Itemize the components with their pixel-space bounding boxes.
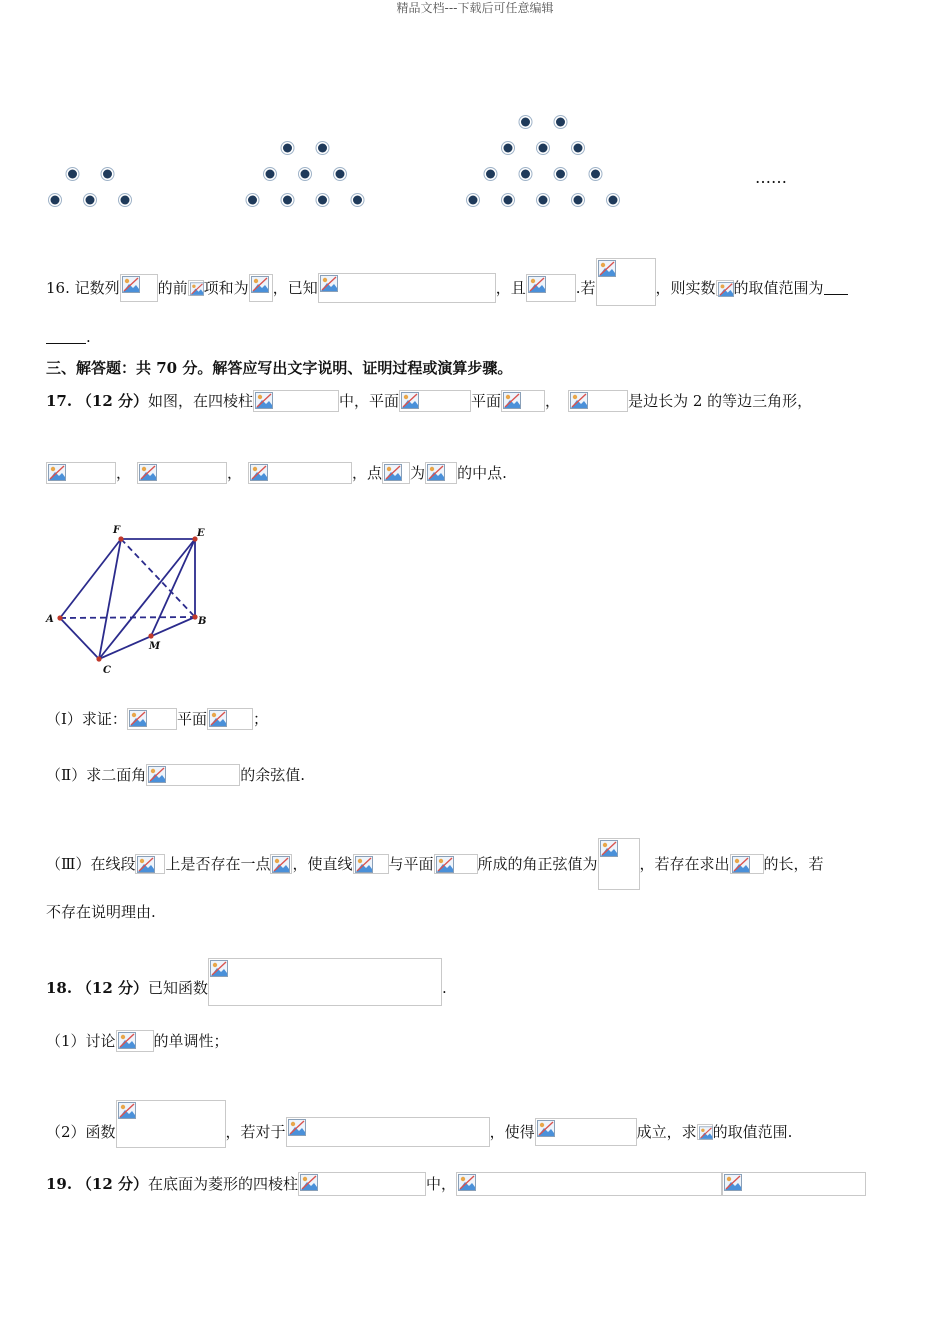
- broken-image-icon: [139, 464, 157, 481]
- formula-image: [135, 854, 165, 874]
- formula-image: [697, 1124, 713, 1140]
- formula-image: [208, 958, 442, 1006]
- answer-blank: [824, 282, 848, 295]
- label-A: A: [46, 614, 54, 625]
- formula-image: [248, 462, 352, 484]
- formula-image: [253, 390, 339, 412]
- edge-CE: [99, 539, 195, 659]
- formula-image: [596, 258, 656, 306]
- broken-image-icon: [129, 710, 147, 727]
- broken-image-icon: [458, 1174, 476, 1191]
- formula-image: [722, 1172, 866, 1196]
- edge-FB-hidden: [121, 539, 195, 617]
- pattern-dot: [121, 196, 130, 205]
- pattern-dot: [68, 170, 77, 179]
- pattern-dot: [318, 144, 327, 153]
- formula-image: [501, 390, 545, 412]
- question-17-part-3: （Ⅲ）在线段 上是否存在一点 ，使直线 与平面 所成的角正弦值为 ，若存在求出 的长，若: [46, 838, 824, 890]
- question-16: 16. 记数列 的前 项和为 ，已知 ，且 .若 ，则实数 的取值范围为: [46, 258, 848, 306]
- broken-image-icon: [300, 1174, 318, 1191]
- formula-image: [318, 273, 496, 303]
- broken-image-icon: [528, 276, 546, 293]
- broken-image-icon: [436, 856, 454, 873]
- vertex-F: [118, 536, 123, 541]
- pattern-dot: [539, 144, 548, 153]
- label-B: B: [198, 616, 207, 627]
- broken-image-icon: [209, 710, 227, 727]
- formula-image: [298, 1172, 426, 1196]
- broken-image-icon: [384, 464, 402, 481]
- formula-image: [353, 854, 389, 874]
- vertex-A: [57, 615, 62, 620]
- formula-image: [716, 280, 734, 296]
- formula-image: [598, 838, 640, 890]
- pattern-dot: [574, 196, 583, 205]
- broken-image-icon: [48, 464, 66, 481]
- prism-figure: [40, 522, 220, 682]
- formula-image: [116, 1100, 226, 1148]
- formula-image: [249, 274, 273, 302]
- pattern-dot: [301, 170, 310, 179]
- formula-image: [568, 390, 628, 412]
- label-C: C: [103, 665, 111, 676]
- broken-image-icon: [251, 276, 269, 293]
- label-M: M: [149, 641, 161, 652]
- question-19: 19. （12 分）在底面为菱形的四棱柱 中，: [46, 1172, 866, 1196]
- broken-image-icon: [598, 260, 616, 277]
- vertex-M: [148, 633, 153, 638]
- answer-blank: [46, 331, 86, 344]
- pattern-dot: [504, 144, 513, 153]
- pattern-dot: [609, 196, 618, 205]
- pattern-dot: [521, 118, 530, 127]
- pattern-dot: [86, 196, 95, 205]
- pattern-dot: [556, 170, 565, 179]
- formula-image: [137, 462, 227, 484]
- broken-image-icon: [718, 282, 734, 297]
- question-17-part-2: （Ⅱ）求二面角 的余弦值.: [46, 766, 305, 784]
- formula-image: [188, 280, 204, 296]
- pattern-dot: [283, 144, 292, 153]
- question-17: 17. （12 分）如图，在四棱柱 中，平面 平面 ， 是边长为 2 的等边三角形，: [46, 392, 813, 410]
- pattern-dot: [318, 196, 327, 205]
- question-18-part-1: （1）讨论 的单调性；: [46, 1032, 229, 1050]
- edge-AF: [60, 539, 121, 618]
- broken-image-icon: [570, 392, 588, 409]
- pattern-dot: [266, 170, 275, 179]
- broken-image-icon: [427, 464, 445, 481]
- question-16-continued: .: [46, 326, 91, 347]
- broken-image-icon: [118, 1102, 136, 1119]
- broken-image-icon: [600, 840, 618, 857]
- broken-image-icon: [699, 1126, 713, 1140]
- label-F: F: [113, 525, 121, 536]
- broken-image-icon: [148, 766, 166, 783]
- pattern-dot: [521, 170, 530, 179]
- broken-image-icon: [210, 960, 228, 977]
- broken-image-icon: [190, 282, 204, 296]
- edge-CF: [99, 539, 121, 659]
- pattern-dot: [248, 196, 257, 205]
- formula-image: [730, 854, 764, 874]
- broken-image-icon: [118, 1032, 136, 1049]
- pattern-dot: [469, 196, 478, 205]
- pattern-dot: [336, 170, 345, 179]
- pattern-dot: [353, 196, 362, 205]
- edge-AC: [60, 618, 99, 659]
- question-17-part-1: （Ⅰ）求证： 平面 ；: [46, 710, 268, 728]
- broken-image-icon: [503, 392, 521, 409]
- broken-image-icon: [288, 1119, 306, 1136]
- question-18-part-2: （2）函数 ，若对于 ，使得 成立，求 的取值范围.: [46, 1100, 792, 1148]
- pattern-dot: [591, 170, 600, 179]
- formula-image: [207, 708, 253, 730]
- pattern-dot: [574, 144, 583, 153]
- broken-image-icon: [401, 392, 419, 409]
- page-header: 精品文档---下载后可任意编辑: [396, 1, 554, 15]
- pattern-ellipsis: ……: [755, 168, 787, 187]
- vertex-B: [192, 614, 197, 619]
- broken-image-icon: [250, 464, 268, 481]
- broken-image-icon: [137, 856, 155, 873]
- pattern-dot: [504, 196, 513, 205]
- formula-image: [456, 1172, 722, 1196]
- edge-CB: [99, 617, 195, 659]
- edge-AB-hidden: [60, 617, 195, 618]
- dot-pattern-figure: [40, 105, 800, 215]
- question-18: 18. （12 分）已知函数 .: [46, 958, 447, 1006]
- formula-image: [116, 1030, 154, 1052]
- broken-image-icon: [272, 856, 290, 873]
- formula-image: [434, 854, 478, 874]
- edge-ME: [151, 539, 195, 636]
- broken-image-icon: [724, 1174, 742, 1191]
- formula-image: [146, 764, 240, 786]
- pattern-dot: [283, 196, 292, 205]
- formula-image: [286, 1117, 490, 1147]
- broken-image-icon: [320, 275, 338, 292]
- broken-image-icon: [255, 392, 273, 409]
- section-3-heading: 三、解答题：共 70 分。解答应写出文字说明、证明过程或演算步骤。: [46, 359, 513, 377]
- question-17-part-3-continued: 不存在说明理由.: [46, 903, 156, 921]
- formula-image: [270, 854, 292, 874]
- formula-image: [526, 274, 576, 302]
- broken-image-icon: [537, 1120, 555, 1137]
- broken-image-icon: [732, 856, 750, 873]
- question-17-conditions: ， ， ，点 为 的中点.: [46, 462, 507, 484]
- formula-image: [120, 274, 158, 302]
- q16-number: 16.: [46, 279, 70, 297]
- pattern-dot: [556, 118, 565, 127]
- formula-image: [382, 462, 410, 484]
- pattern-dot: [539, 196, 548, 205]
- pattern-dot: [486, 170, 495, 179]
- formula-image: [46, 462, 116, 484]
- label-E: E: [197, 528, 205, 539]
- formula-image: [127, 708, 177, 730]
- formula-image: [425, 462, 457, 484]
- formula-image: [535, 1118, 637, 1146]
- formula-image: [399, 390, 471, 412]
- pattern-dot: [51, 196, 60, 205]
- broken-image-icon: [355, 856, 373, 873]
- broken-image-icon: [122, 276, 140, 293]
- pattern-dot: [103, 170, 112, 179]
- vertex-C: [96, 656, 101, 661]
